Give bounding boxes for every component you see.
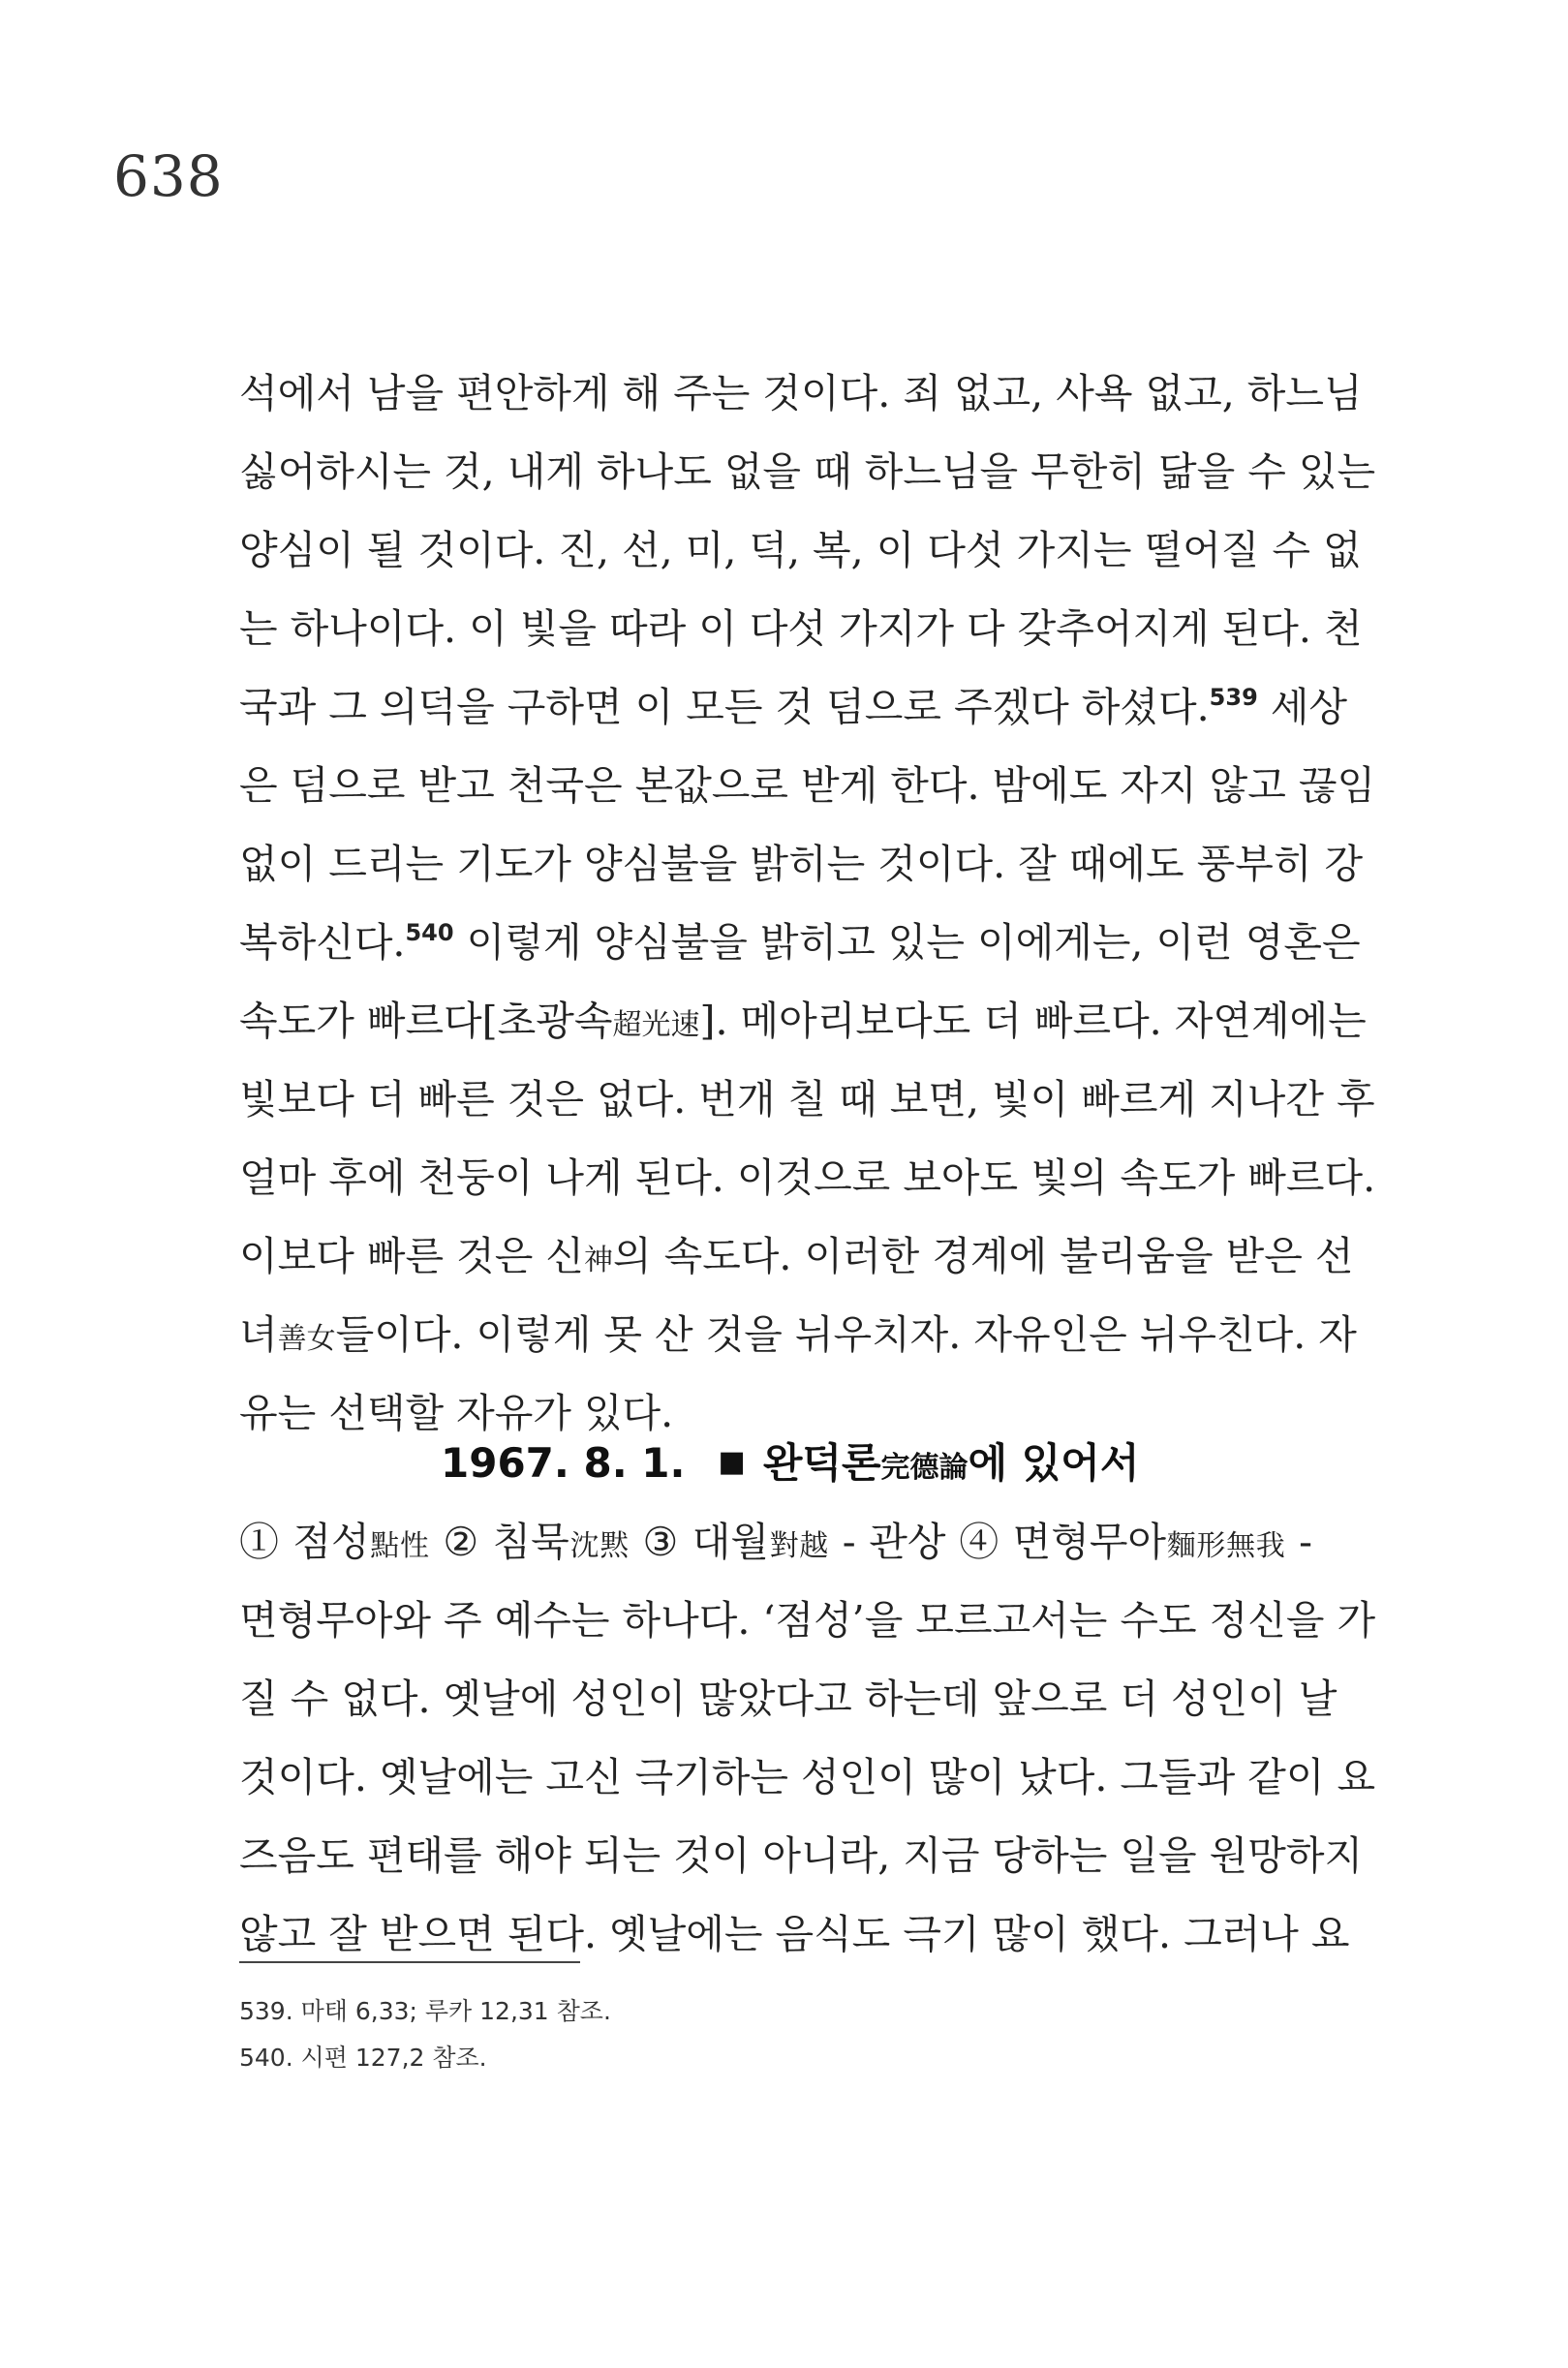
text-line <box>239 982 1367 1061</box>
footnote-540: 540. 시편 127,2 참조. <box>239 2044 487 2072</box>
text-line: 양심이 될 것이다. 진, 선, 미, 덕, 복, 이 다섯 가지는 떨어질 수 없 <box>239 527 1362 573</box>
text-line: 유는 선택할 자유가 있다. <box>239 1390 674 1436</box>
hanja-gloss: 點性 <box>369 1529 430 1563</box>
section-title-suffix: 에 있어서 <box>968 1439 1140 1487</box>
hanja-gloss: 完德論 <box>880 1451 968 1485</box>
footnote-ref-539[interactable]: 539 <box>1209 684 1258 711</box>
text-line: 얼마 후에 천둥이 나게 된다. 이것으로 보아도 빛의 속도가 빠르다. <box>239 1154 1376 1201</box>
text-run: - 관상 ④ 면형무아 <box>829 1519 1167 1565</box>
text-run: 세상 <box>1257 684 1348 730</box>
page-number: 638 <box>113 143 224 209</box>
text-line: 석에서 남을 편안하게 해 주는 것이다. 죄 없고, 사욕 없고, 하느님 <box>239 370 1363 416</box>
text-line <box>239 668 1348 747</box>
hanja-gloss: 神 <box>583 1244 613 1277</box>
footnote-539: 539. 마태 6,33; 루카 12,31 참조. <box>239 1997 611 2025</box>
hanja-gloss: 麵形無我 <box>1166 1529 1286 1563</box>
hanja-gloss: 超光速 <box>612 1008 700 1042</box>
footnote-ref-540[interactable]: 540 <box>405 919 454 946</box>
text-run: 국과 그 의덕을 구하면 이 모든 것 덤으로 주겠다 하셨다. <box>239 684 1210 730</box>
section-date: 1967. 8. 1. <box>441 1439 686 1487</box>
text-run: 의 속도다. 이러한 경계에 불리움을 받은 선 <box>612 1233 1354 1279</box>
text-run: ② 침묵 <box>429 1519 569 1565</box>
text-run: 이보다 빠른 것은 신 <box>239 1233 584 1279</box>
text-run: ③ 대월 <box>629 1519 769 1565</box>
text-run: 이렇게 양심불을 밝히고 있는 이에게는, 이런 영혼은 <box>453 919 1361 966</box>
text-line: 싫어하시는 것, 내게 하나도 없을 때 하느님을 무한히 닮을 수 있는 <box>239 448 1376 495</box>
text-run: 녀 <box>239 1311 278 1358</box>
text-line: 은 덤으로 받고 천국은 본값으로 받게 한다. 밤에도 자지 않고 끊임 <box>239 762 1376 809</box>
text-line: 면형무아와 주 예수는 하나다. ‘점성’을 모르고서는 수도 정신을 가 <box>239 1597 1376 1644</box>
text-line <box>239 1503 1312 1582</box>
footnote-divider <box>239 1961 580 1963</box>
square-bullet-icon: ■ <box>718 1445 746 1479</box>
text-run: 들이다. 이렇게 못 산 것을 뉘우치자. 자유인은 뉘우친다. 자 <box>335 1311 1357 1358</box>
paragraph-2 <box>239 1503 1376 1974</box>
text-line: 질 수 없다. 옛날에 성인이 많았다고 하는데 앞으로 더 성인이 날 <box>239 1676 1337 1722</box>
text-line: 는 하나이다. 이 빛을 따라 이 다섯 가지가 다 갖추어지게 된다. 천 <box>239 605 1363 652</box>
text-line <box>239 1296 1357 1374</box>
section-heading <box>441 1431 1139 1490</box>
hanja-gloss: 善女 <box>277 1322 336 1356</box>
text-run: 속도가 빠르다[초광속 <box>239 998 613 1044</box>
text-line: 않고 잘 받으면 된다. 옛날에는 음식도 극기 많이 했다. 그러나 요 <box>239 1911 1350 1957</box>
paragraph-1 <box>239 354 1376 1453</box>
text-run: - <box>1285 1519 1313 1565</box>
footnotes <box>239 1988 611 2081</box>
text-line: 빛보다 더 빠른 것은 없다. 번개 칠 때 보면, 빛이 빠르게 지나간 후 <box>239 1076 1375 1122</box>
section-title: 완덕론 <box>762 1439 881 1487</box>
text-run: 복하신다. <box>239 919 406 966</box>
text-run: ① 점성 <box>239 1519 370 1565</box>
text-line: 없이 드리는 기도가 양심불을 밝히는 것이다. 잘 때에도 풍부히 강 <box>239 841 1364 887</box>
text-line: 즈음도 편태를 해야 되는 것이 아니라, 지금 당하는 일을 원망하지 <box>239 1832 1364 1879</box>
text-line <box>239 1217 1354 1296</box>
text-run: ]. 메아리보다도 더 빠르다. 자연계에는 <box>699 998 1367 1044</box>
text-line: 것이다. 옛날에는 고신 극기하는 성인이 많이 났다. 그들과 같이 요 <box>239 1754 1376 1800</box>
hanja-gloss: 沈黙 <box>569 1529 630 1563</box>
text-line <box>239 904 1361 982</box>
hanja-gloss: 對越 <box>768 1529 829 1563</box>
